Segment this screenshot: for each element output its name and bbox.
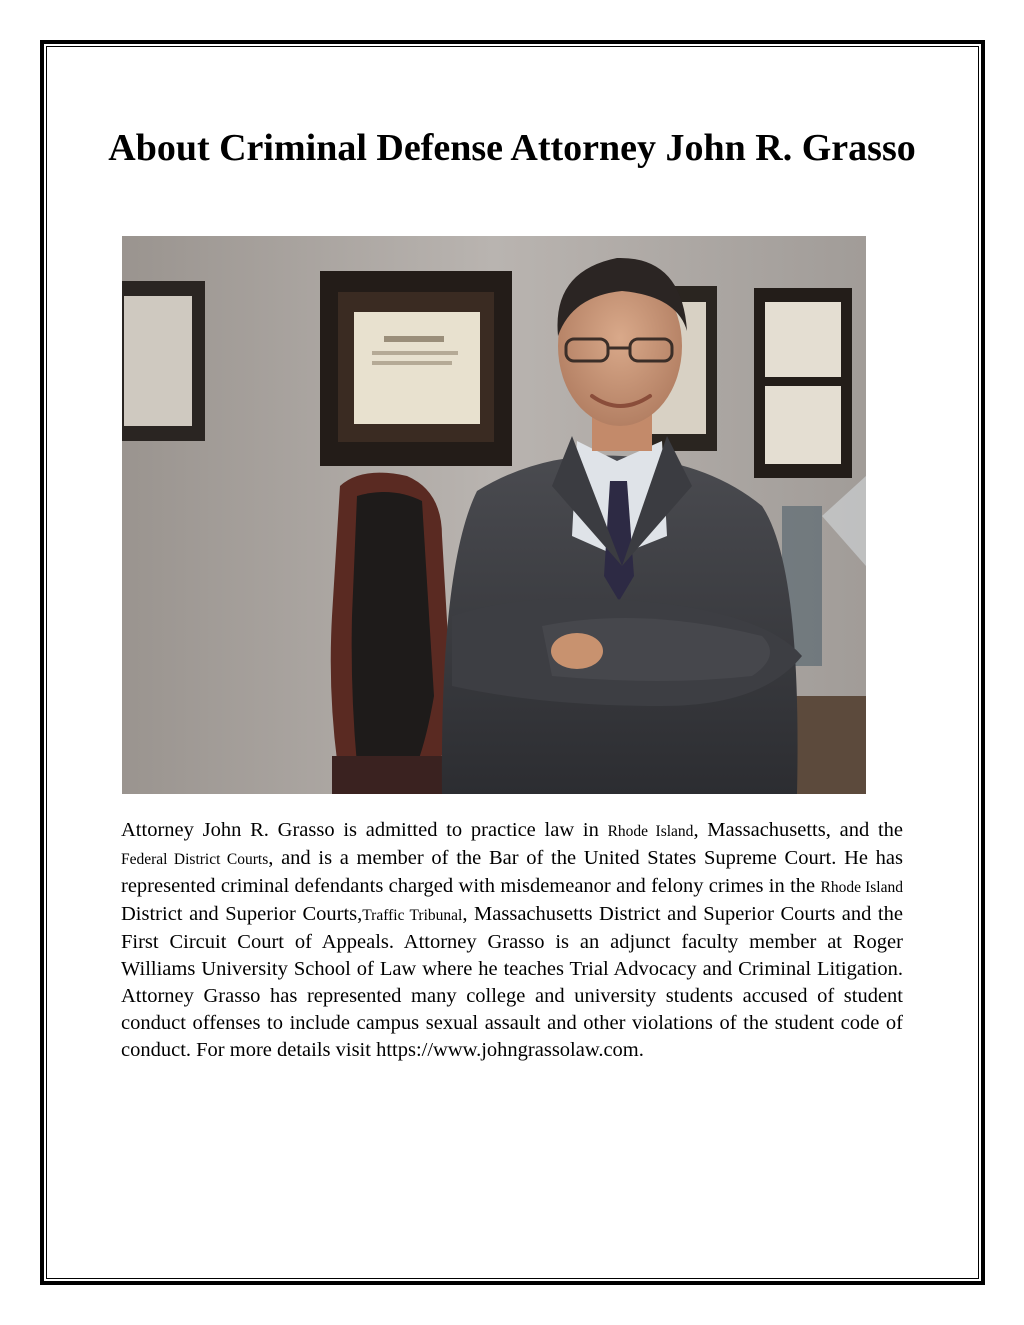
bio-federal-district-courts: Federal District Courts [121, 851, 269, 868]
bio-text-part: District and Superior Courts, [121, 903, 363, 925]
framed-certificate-left [122, 281, 205, 441]
bio-location-rhode-island: Rhode Island [607, 823, 694, 840]
office-chair [331, 473, 452, 794]
framed-diploma-center [320, 271, 512, 466]
bio-location-rhode-island: Rhode Island [820, 879, 903, 896]
bio-text-part: , and is a member of the Bar of the United States Supreme Court. He has represented criminal defendants charged with misdemeanor and felony crimes in the [121, 847, 904, 897]
bio-text-part: , Massachusetts District and Superior Courts and the First Circuit Court of Appeals. Attorney Grasso is an adjunct faculty member at Roger Williams University School of Law where he teaches Trial Advocacy and Criminal Litigation. Attorney Grasso has represented many college and university students accused of student conduct offenses to include campus sexual assault and other violations of the student code of conduct. For more details visit https://www.johngrassolaw.com. [121, 903, 903, 1061]
attorney-photo [122, 236, 866, 794]
page-title: About Criminal Defense Attorney John R. Grasso [108, 127, 916, 169]
bio-text-part: , Massachusetts, and the [693, 819, 903, 841]
attorney-bio-paragraph [121, 817, 903, 1064]
bio-text-part: Attorney John R. Grasso is admitted to practice law in [121, 819, 608, 841]
bio-traffic-tribunal: Traffic Tribunal [362, 907, 463, 924]
